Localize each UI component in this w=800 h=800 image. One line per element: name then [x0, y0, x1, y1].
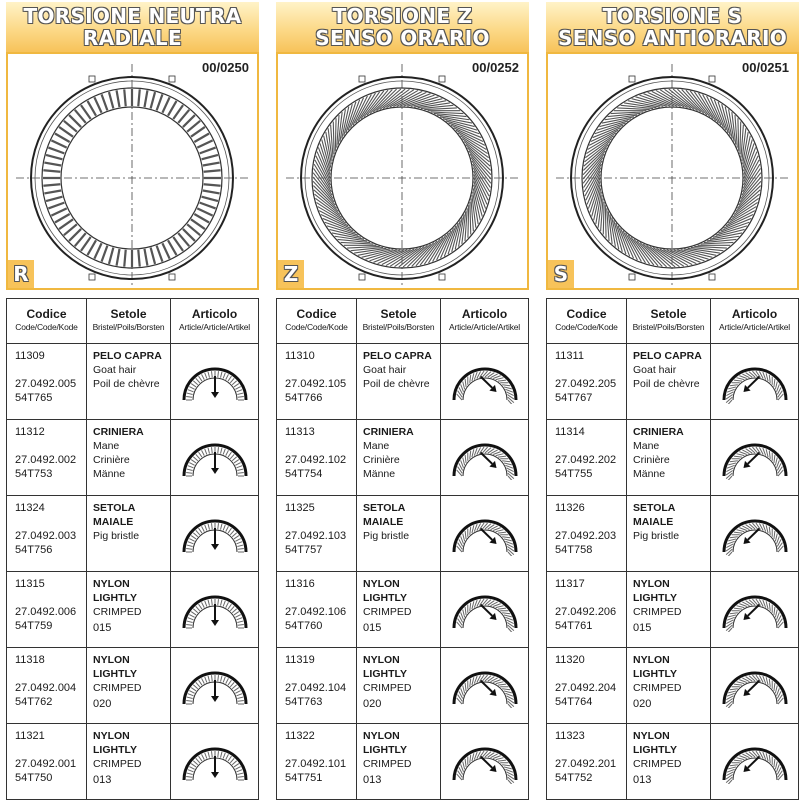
- article-gauge-icon: [720, 664, 790, 708]
- bristle-cell: [87, 420, 171, 495]
- bristle-size: 015: [633, 622, 652, 634]
- header-bristles-sub: Bristel/Poils/Borsten: [92, 322, 165, 332]
- header-article-sub: Article/Article/Artikel: [449, 322, 520, 332]
- article-cell: [441, 572, 528, 647]
- alt-code: 27.0492.204: [555, 682, 617, 694]
- bristle-name: CRINIERA: [633, 426, 684, 438]
- table-header: [7, 299, 258, 344]
- alt-code: 27.0492.201: [555, 758, 617, 770]
- alt-code: 27.0492.106: [285, 606, 347, 618]
- header-code-sub: Code/Code/Kode: [285, 322, 348, 332]
- product-code: 11320: [555, 654, 585, 666]
- kode-code: 54T757: [285, 544, 323, 556]
- product-code: 11316: [285, 578, 315, 590]
- alt-code: 27.0492.004: [15, 682, 77, 694]
- bristle-translation-1: CRIMPED: [363, 758, 412, 770]
- header-article: [171, 299, 258, 343]
- article-gauge-icon: [720, 740, 790, 784]
- code-cell: [7, 420, 87, 495]
- bristle-translation-1: Goat hair: [633, 364, 677, 376]
- bristle-translation-1: CRIMPED: [93, 758, 142, 770]
- product-code: 11314: [555, 426, 585, 438]
- article-cell: [441, 420, 528, 495]
- bristle-size: 013: [93, 774, 112, 786]
- bristle-translation-1: Pig bristle: [93, 530, 140, 542]
- bristle-cell: [357, 724, 441, 799]
- code-cell: [277, 420, 357, 495]
- bristle-size: 020: [93, 698, 112, 710]
- product-code: 11321: [15, 730, 45, 742]
- bristle-translation-2: Crinière: [363, 454, 400, 466]
- table-header: [277, 299, 528, 344]
- article-cell: [171, 496, 258, 571]
- article-cell: [171, 572, 258, 647]
- bristle-cell: [87, 648, 171, 723]
- table-row: [277, 344, 528, 420]
- article-cell: [711, 724, 798, 799]
- product-code: 11312: [15, 426, 45, 438]
- bristle-cell: [87, 344, 171, 419]
- bristle-size: 015: [93, 622, 112, 634]
- brush-ring-diagram: [548, 54, 797, 288]
- code-cell: [7, 344, 87, 419]
- bristle-translation-3: Männe: [93, 468, 126, 480]
- header-article: [711, 299, 798, 343]
- alt-code: 27.0492.101: [285, 758, 347, 770]
- bristle-name: NYLON LIGHTLY: [633, 730, 677, 756]
- product-code: 11313: [285, 426, 315, 438]
- code-cell: [7, 724, 87, 799]
- kode-code: 54T758: [555, 544, 593, 556]
- code-cell: [547, 344, 627, 419]
- article-gauge-icon: [450, 588, 520, 632]
- table-row: [547, 496, 798, 572]
- kode-code: 54T753: [15, 468, 53, 480]
- article-cell: [711, 344, 798, 419]
- header-article-label: Articolo: [731, 307, 778, 321]
- table-row: [547, 572, 798, 648]
- article-gauge-icon: [180, 436, 250, 480]
- code-cell: [547, 648, 627, 723]
- article-cell: [171, 344, 258, 419]
- table-row: [547, 420, 798, 496]
- product-code: 11318: [15, 654, 45, 666]
- bristle-translation-1: Mane: [633, 440, 660, 452]
- table-header: [547, 299, 798, 344]
- brush-diagram-panel: [276, 52, 529, 290]
- bristle-translation-1: Goat hair: [363, 364, 407, 376]
- product-code: 11323: [555, 730, 585, 742]
- article-cell: [711, 496, 798, 571]
- header-bristles-sub: Bristel/Poils/Borsten: [362, 322, 435, 332]
- article-gauge-icon: [180, 664, 250, 708]
- article-cell: [171, 420, 258, 495]
- article-cell: [171, 724, 258, 799]
- bristle-cell: [357, 420, 441, 495]
- table-body: [7, 344, 258, 800]
- article-cell: [441, 344, 528, 419]
- bristle-translation-2: Poil de chèvre: [93, 378, 160, 390]
- code-cell: [7, 496, 87, 571]
- kode-code: 54T762: [15, 696, 53, 708]
- article-gauge-icon: [450, 436, 520, 480]
- table-row: [277, 724, 528, 800]
- header-bristles: [87, 299, 171, 343]
- bristle-name: PELO CAPRA: [363, 350, 432, 362]
- bristle-translation-1: Mane: [363, 440, 390, 452]
- header-code-sub: Code/Code/Kode: [555, 322, 618, 332]
- header-code-sub: Code/Code/Kode: [15, 322, 78, 332]
- bristle-name: SETOLA MAIALE: [93, 502, 136, 528]
- bristle-cell: [627, 496, 711, 571]
- code-cell: [547, 496, 627, 571]
- alt-code: 27.0492.202: [555, 454, 617, 466]
- header-article-label: Articolo: [191, 307, 238, 321]
- product-code: 11319: [285, 654, 315, 666]
- twist-letter-badge: R: [8, 260, 34, 288]
- table-row: [547, 344, 798, 420]
- table-row: [7, 496, 258, 572]
- bristle-translation-2: Crinière: [93, 454, 130, 466]
- bristle-translation-2: Crinière: [633, 454, 670, 466]
- table-row: [277, 496, 528, 572]
- kode-code: 54T756: [15, 544, 53, 556]
- table-row: [547, 648, 798, 724]
- bristle-size: 015: [363, 622, 382, 634]
- table-row: [547, 724, 798, 800]
- bristle-name: NYLON LIGHTLY: [93, 730, 137, 756]
- header-article-sub: Article/Article/Artikel: [719, 322, 790, 332]
- kode-code: 54T761: [555, 620, 593, 632]
- bristle-translation-3: Männe: [633, 468, 666, 480]
- article-gauge-icon: [720, 436, 790, 480]
- header-code: [7, 299, 87, 343]
- table-body: [547, 344, 798, 800]
- article-cell: [711, 648, 798, 723]
- kode-code: 54T750: [15, 772, 53, 784]
- bristle-cell: [357, 496, 441, 571]
- code-cell: [277, 724, 357, 799]
- header-bristles: [357, 299, 441, 343]
- bristle-size: 013: [363, 774, 382, 786]
- header-bristles-label: Setole: [110, 307, 147, 321]
- bristle-name: PELO CAPRA: [633, 350, 702, 362]
- header-bristles-label: Setole: [650, 307, 687, 321]
- article-gauge-icon: [450, 664, 520, 708]
- article-cell: [711, 572, 798, 647]
- kode-code: 54T751: [285, 772, 323, 784]
- article-gauge-icon: [720, 512, 790, 556]
- kode-code: 54T759: [15, 620, 53, 632]
- bristle-translation-1: CRIMPED: [93, 606, 142, 618]
- product-column: [546, 0, 799, 800]
- code-cell: [547, 572, 627, 647]
- header-code-label: Codice: [296, 307, 337, 321]
- alt-code: 27.0492.006: [15, 606, 77, 618]
- alt-code: 27.0492.002: [15, 454, 77, 466]
- bristle-name: CRINIERA: [93, 426, 144, 438]
- product-column: [276, 0, 529, 800]
- table-row: [7, 572, 258, 648]
- header-bristles: [627, 299, 711, 343]
- bristle-size: 013: [633, 774, 652, 786]
- table-row: [7, 648, 258, 724]
- code-cell: [277, 572, 357, 647]
- bristle-name: NYLON LIGHTLY: [93, 578, 137, 604]
- alt-code: 27.0492.003: [15, 530, 77, 542]
- alt-code: 27.0492.105: [285, 378, 347, 390]
- header-article-sub: Article/Article/Artikel: [179, 322, 250, 332]
- twist-letter-badge: Z: [278, 260, 304, 288]
- table-row: [7, 420, 258, 496]
- alt-code: 27.0492.104: [285, 682, 347, 694]
- bristle-cell: [627, 724, 711, 799]
- bristle-translation-3: Männe: [363, 468, 396, 480]
- article-gauge-icon: [180, 740, 250, 784]
- column-title: TORSIONE Z SENSO ORARIO: [315, 4, 490, 50]
- code-cell: [277, 496, 357, 571]
- alt-code: 27.0492.001: [15, 758, 77, 770]
- kode-code: 54T755: [555, 468, 593, 480]
- bristle-size: 020: [363, 698, 382, 710]
- product-column: [6, 0, 259, 800]
- alt-code: 27.0492.103: [285, 530, 347, 542]
- product-code: 11315: [15, 578, 45, 590]
- column-title: TORSIONE S SENSO ANTIORARIO: [558, 4, 787, 50]
- header-article-label: Articolo: [461, 307, 508, 321]
- header-bristles-sub: Bristel/Poils/Borsten: [632, 322, 705, 332]
- twist-letter-badge: S: [548, 260, 574, 288]
- product-code: 11311: [555, 350, 584, 362]
- bristle-translation-1: CRIMPED: [633, 682, 682, 694]
- product-code: 11324: [15, 502, 45, 514]
- article-cell: [711, 420, 798, 495]
- article-gauge-icon: [450, 512, 520, 556]
- article-gauge-icon: [180, 360, 250, 404]
- table-row: [7, 724, 258, 800]
- alt-code: 27.0492.206: [555, 606, 617, 618]
- article-cell: [441, 648, 528, 723]
- product-code: 11322: [285, 730, 315, 742]
- alt-code: 27.0492.102: [285, 454, 347, 466]
- code-cell: [7, 648, 87, 723]
- bristle-cell: [87, 572, 171, 647]
- bristle-name: CRINIERA: [363, 426, 414, 438]
- article-cell: [441, 724, 528, 799]
- code-cell: [7, 572, 87, 647]
- alt-code: 27.0492.005: [15, 378, 77, 390]
- bristle-name: NYLON LIGHTLY: [363, 578, 407, 604]
- product-table: [6, 298, 259, 800]
- brush-diagram-panel: [546, 52, 799, 290]
- brush-ring-diagram: [8, 54, 257, 288]
- bristle-name: NYLON LIGHTLY: [363, 654, 407, 680]
- diagram-code: 00/0251: [742, 60, 789, 75]
- bristle-translation-1: CRIMPED: [633, 758, 682, 770]
- product-code: 11317: [555, 578, 585, 590]
- kode-code: 54T765: [15, 392, 53, 404]
- header-article: [441, 299, 528, 343]
- product-table: [546, 298, 799, 800]
- bristle-translation-1: CRIMPED: [363, 682, 412, 694]
- bristle-name: PELO CAPRA: [93, 350, 162, 362]
- article-gauge-icon: [720, 588, 790, 632]
- column-header: [276, 2, 529, 52]
- bristle-cell: [87, 496, 171, 571]
- bristle-cell: [87, 724, 171, 799]
- column-title: TORSIONE NEUTRA RADIALE: [23, 4, 242, 50]
- column-header: [546, 2, 799, 52]
- bristle-name: NYLON LIGHTLY: [363, 730, 407, 756]
- kode-code: 54T754: [285, 468, 323, 480]
- diagram-code: 00/0250: [202, 60, 249, 75]
- article-gauge-icon: [720, 360, 790, 404]
- article-gauge-icon: [450, 740, 520, 784]
- alt-code: 27.0492.205: [555, 378, 617, 390]
- kode-code: 54T767: [555, 392, 593, 404]
- kode-code: 54T752: [555, 772, 593, 784]
- bristle-name: SETOLA MAIALE: [363, 502, 406, 528]
- kode-code: 54T760: [285, 620, 323, 632]
- bristle-cell: [357, 344, 441, 419]
- bristle-cell: [627, 572, 711, 647]
- brush-diagram-panel: [6, 52, 259, 290]
- header-code-label: Codice: [566, 307, 607, 321]
- code-cell: [277, 344, 357, 419]
- code-cell: [547, 420, 627, 495]
- article-gauge-icon: [180, 588, 250, 632]
- article-cell: [171, 648, 258, 723]
- kode-code: 54T763: [285, 696, 323, 708]
- bristle-cell: [627, 420, 711, 495]
- header-bristles-label: Setole: [380, 307, 417, 321]
- bristle-name: NYLON LIGHTLY: [93, 654, 137, 680]
- kode-code: 54T764: [555, 696, 593, 708]
- bristle-name: SETOLA MAIALE: [633, 502, 676, 528]
- bristle-name: NYLON LIGHTLY: [633, 578, 677, 604]
- bristle-cell: [627, 344, 711, 419]
- table-body: [277, 344, 528, 800]
- product-code: 11310: [285, 350, 315, 362]
- header-code: [277, 299, 357, 343]
- bristle-size: 020: [633, 698, 652, 710]
- bristle-name: NYLON LIGHTLY: [633, 654, 677, 680]
- alt-code: 27.0492.203: [555, 530, 617, 542]
- table-row: [7, 344, 258, 420]
- column-header: [6, 2, 259, 52]
- code-cell: [277, 648, 357, 723]
- product-code: 11326: [555, 502, 585, 514]
- bristle-cell: [357, 648, 441, 723]
- bristle-cell: [357, 572, 441, 647]
- bristle-cell: [627, 648, 711, 723]
- product-code: 11325: [285, 502, 315, 514]
- header-code-label: Codice: [26, 307, 67, 321]
- bristle-translation-1: Pig bristle: [633, 530, 680, 542]
- bristle-translation-2: Poil de chèvre: [363, 378, 430, 390]
- product-code: 11309: [15, 350, 45, 362]
- bristle-translation-1: CRIMPED: [363, 606, 412, 618]
- article-gauge-icon: [450, 360, 520, 404]
- article-cell: [441, 496, 528, 571]
- bristle-translation-1: CRIMPED: [633, 606, 682, 618]
- bristle-translation-2: Poil de chèvre: [633, 378, 700, 390]
- product-table: [276, 298, 529, 800]
- header-code: [547, 299, 627, 343]
- diagram-code: 00/0252: [472, 60, 519, 75]
- table-row: [277, 648, 528, 724]
- bristle-translation-1: Mane: [93, 440, 120, 452]
- article-gauge-icon: [180, 512, 250, 556]
- table-row: [277, 420, 528, 496]
- bristle-translation-1: Pig bristle: [363, 530, 410, 542]
- kode-code: 54T766: [285, 392, 323, 404]
- bristle-translation-1: Goat hair: [93, 364, 137, 376]
- brush-ring-diagram: [278, 54, 527, 288]
- table-row: [277, 572, 528, 648]
- bristle-translation-1: CRIMPED: [93, 682, 142, 694]
- code-cell: [547, 724, 627, 799]
